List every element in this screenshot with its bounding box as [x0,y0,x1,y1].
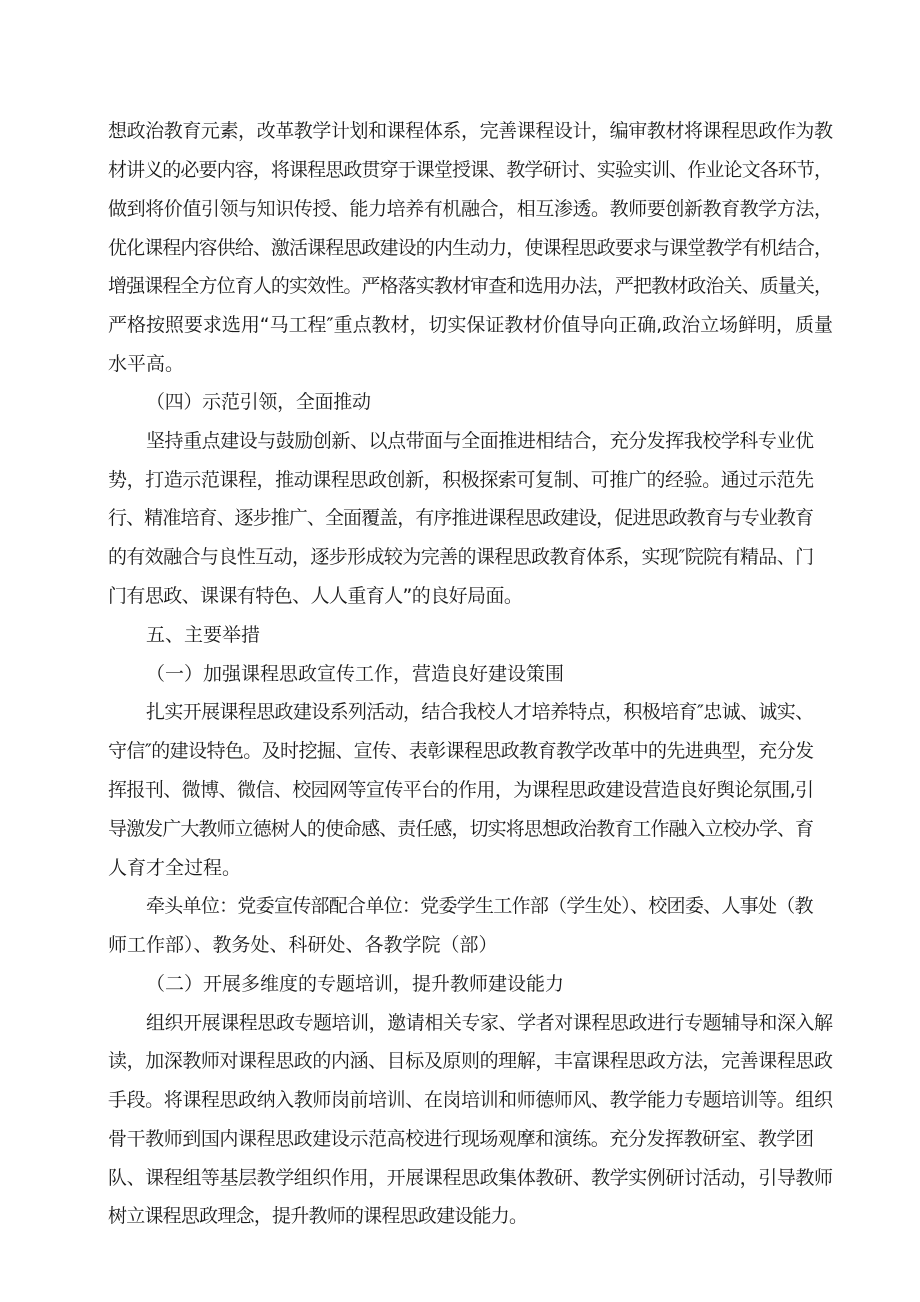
text-line: 组织开展课程思政专题培训，邀请相关专家、学者对课程思政进行专题辅导和深入解 [146,1012,833,1034]
text-line: 守信″的建设特色。及时挖掘、宣传、表彰课程思政教育教学改革中的先进典型，充分发 [108,740,814,762]
text-line: 导激发广大教师立德树人的使命感、责任感，切实将思想政治教育工作融入立校办学、育 [108,818,814,840]
text-line: 骨干教师到国内课程思政建设示范高校进行现场观摩和演练。充分发挥教研室、教学团 [108,1128,814,1150]
text-line: 材讲义的必要内容，将课程思政贯穿于课堂授课、教学研讨、实验实训、作业论文各环节， [108,159,833,181]
text-line: 手段。将课程思政纳入教师岗前培训、在岗培训和师德师风、教学能力专题培训等。组织 [108,1089,833,1111]
section-heading: （二）开展多维度的专题培训，提升教师建设能力 [146,973,565,995]
section-heading: 五、主要举措 [146,624,261,646]
section-heading: （四）示范引领，全面推动 [146,391,371,413]
text-line: 树立课程思政理念，提升教师的课程思政建设能力。 [108,1205,528,1227]
text-line: 队、课程组等基层教学组织作用，开展课程思政集体教研、教学实例研讨活动，引导教师 [108,1167,833,1189]
text-line: 行、精准培育、逐步推广、全面覆盖，有序推进课程思政建设，促进思政教育与专业教育 [108,507,814,529]
text-line: 的有效融合与良性互动，逐步形成较为完善的课程思政教育体系，实现″院院有精品、门 [108,546,814,568]
text-line: 坚持重点建设与鼓励创新、以点带面与全面推进相结合，充分发挥我校学科专业优 [146,430,814,452]
text-line: 挥报刊、微博、微信、校园网等宣传平台的作用，为课程思政建设营造良好舆论氛围,引 [108,779,814,801]
text-line: 优化课程内容供给、激活课程思政建设的内生动力，使课程思政要求与课堂教学有机结合， [108,237,833,259]
text-line: 水平高。 [108,353,185,375]
text-line: 扎实开展课程思政建设系列活动，结合我校人才培养特点，积极培育″忠诚、诚实、 [146,701,814,723]
text-line: 严格按照要求选用“马工程″重点教材，切实保证教材价值导向正确,政治立场鲜明，质量 [108,314,833,336]
text-line: 人育才全过程。 [108,857,242,879]
text-line: 做到将价值引领与知识传授、能力培养有机融合，相互渗透。教师要创新教育教学方法， [108,198,833,220]
text-line: 牵头单位：党委宣传部配合单位：党委学生工作部（学生处）、校团委、人事处（教 [146,895,813,917]
text-line: 师工作部）、教务处、科研处、各教学院（部） [108,934,498,956]
text-line: 增强课程全方位育人的实效性。严格落实教材审查和选用办法，严把教材政治关、质量关， [108,275,833,297]
text-line: 想政治教育元素，改革教学计划和课程体系，完善课程设计，编审教材将课程思政作为教 [108,120,833,142]
text-line: 势，打造示范课程，推动课程思政创新，积极探索可复制、可推广的经验。通过示范先 [108,469,814,491]
text-line: 门有思政、课课有特色、人人重育人”的良好局面。 [108,585,523,607]
text-line: 读，加深教师对课程思政的内涵、目标及原则的理解，丰富课程思政方法，完善课程思政 [108,1050,833,1072]
section-heading: （一）加强课程思政宣传工作，营造良好建设策围 [146,663,565,685]
